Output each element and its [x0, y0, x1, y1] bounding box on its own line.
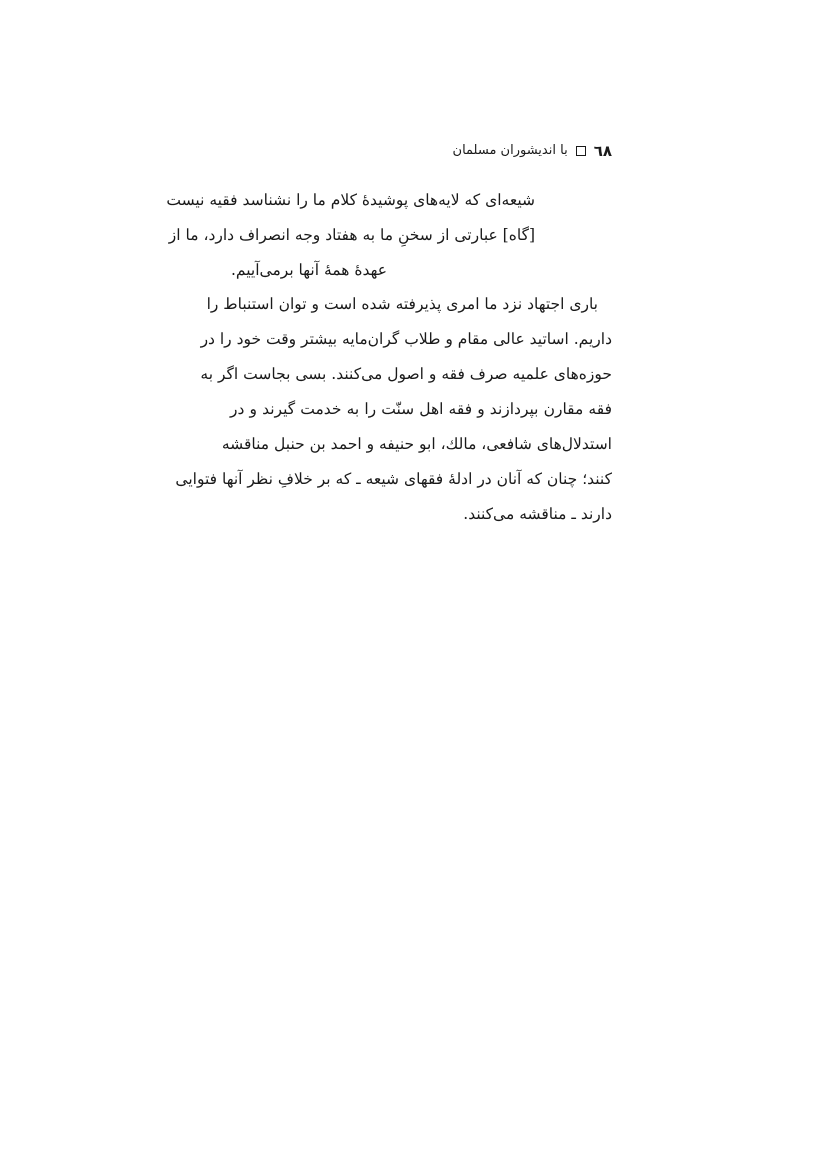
quoted-verse: [166, 183, 535, 288]
page-header: [453, 141, 612, 161]
paragraph-line: استدلال‌های شافعی، مالك، ابو حنیفه و احمد بن حنبل مناقشه: [221, 435, 612, 453]
page-number: ٦٨: [593, 142, 612, 160]
paragraph-line: حوزه‌های علمیه صرف فقه و اصول می‌کنند. بسی بجاست اگر به: [200, 365, 612, 383]
running-title: با اندیشوران مسلمان: [452, 143, 568, 158]
square-icon: [576, 146, 586, 156]
verse-line: [گاه] عبارتی از سخنِ ما به هفتاد وجه انصراف دارد، ما از: [168, 226, 535, 244]
paragraph-line: فقه مقارن بپردازند و فقه اهل سنّت را به خدمت گیرند و در: [230, 400, 612, 418]
body-paragraph: [175, 287, 612, 532]
paragraph-line: باری اجتهاد نزد ما امری پذیرفته شده است و توان استنباط را: [206, 295, 598, 313]
paragraph-line: کنند؛ چنان که آنان در ادلهٔ فقهای شیعه ـ که بر خلافِ نظر آنها فتوایی: [175, 470, 612, 488]
paragraph-line: دارند ـ مناقشه می‌کنند.: [463, 505, 612, 523]
paragraph-line: داریم. اساتید عالی مقام و طلاب گران‌مایه بیشتر وقت خود را در: [200, 330, 612, 348]
verse-line: عهدهٔ همهٔ آنها برمی‌آییم.: [231, 261, 387, 279]
verse-line: شیعه‌ای که لایه‌های پوشیدهٔ کلام ما را نشناسد فقیه نیست: [166, 191, 535, 209]
